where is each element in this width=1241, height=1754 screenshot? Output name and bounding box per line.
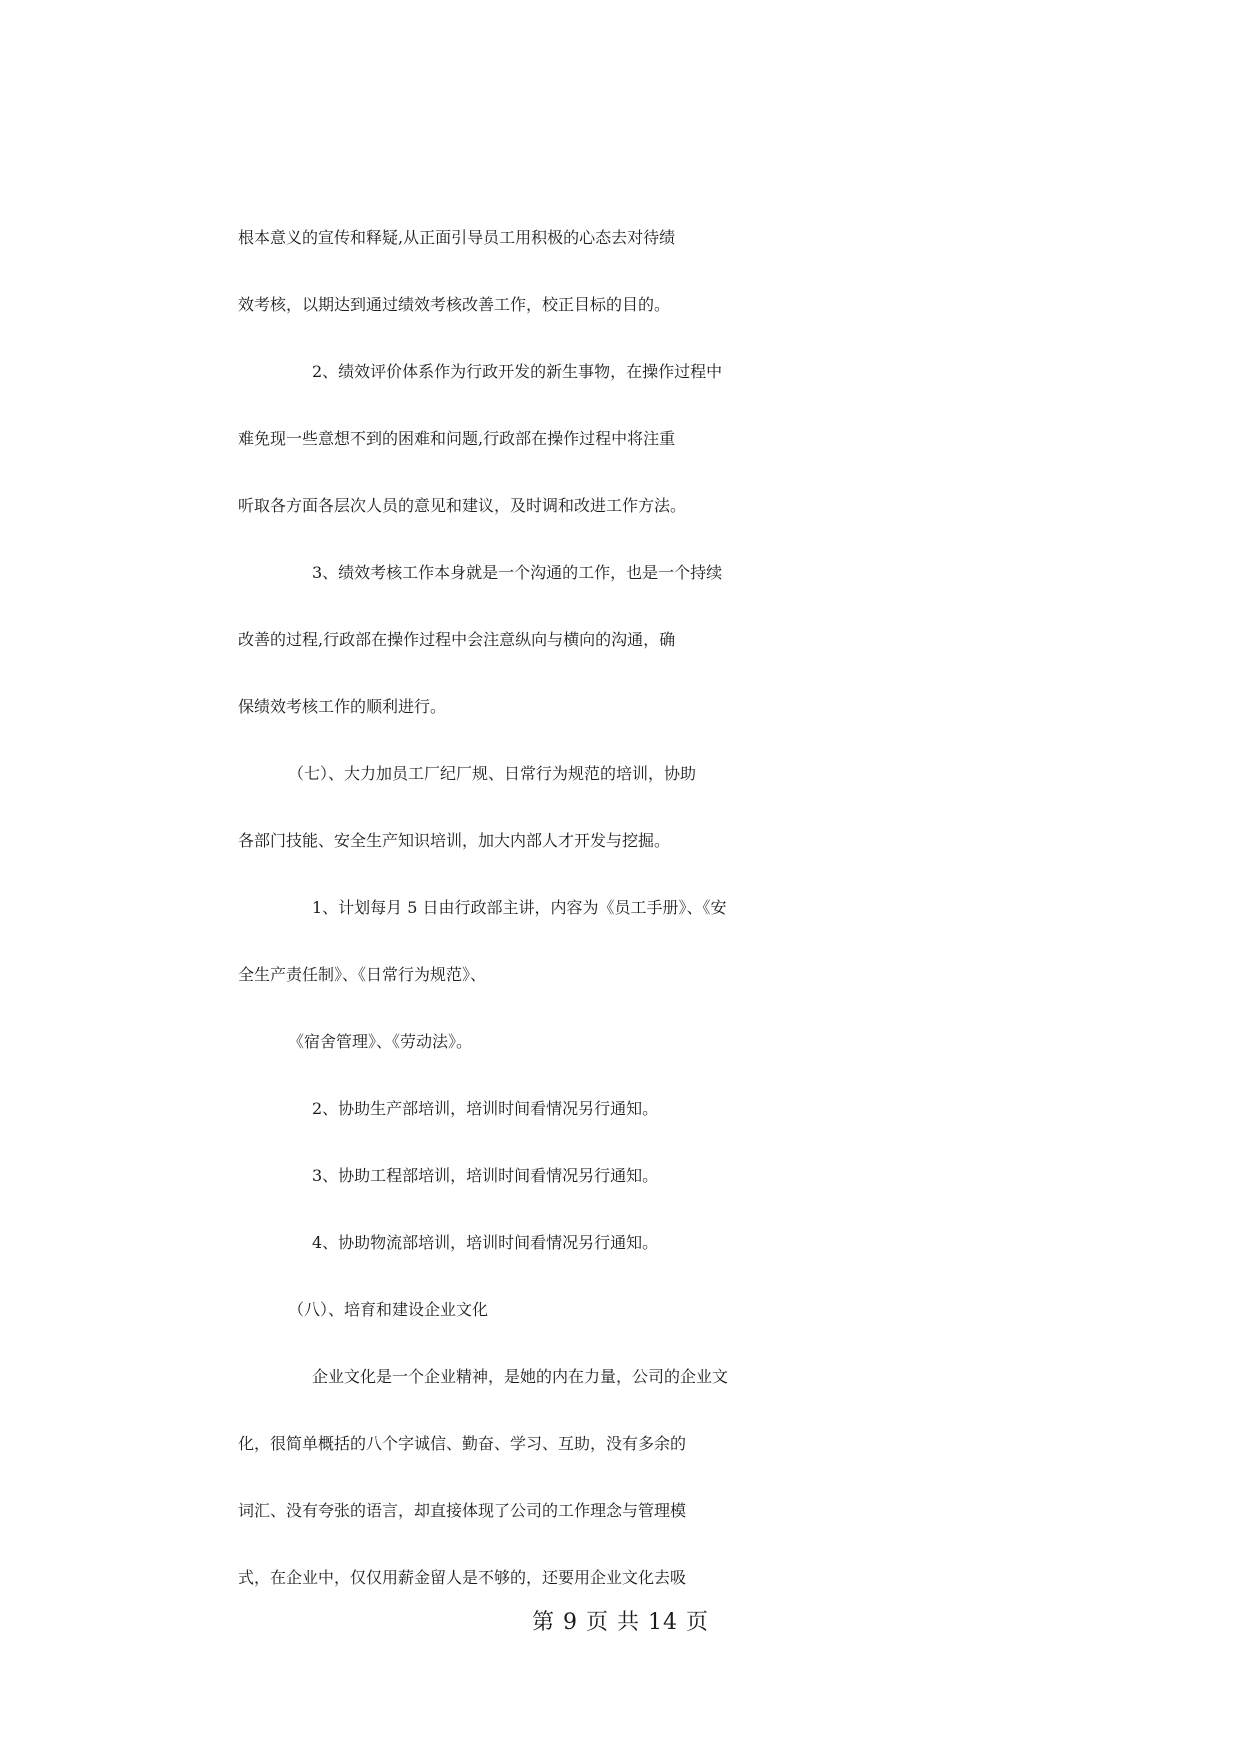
text-line: 根本意义的宣传和释疑,从正面引导员工用积极的心态去对待绩: [238, 228, 676, 247]
text-line: （七）、大力加员工厂纪厂规、日常行为规范的培训，协助: [288, 764, 697, 783]
text-line: 2、协助生产部培训，培训时间看情况另行通知。: [312, 1099, 659, 1118]
text-line: 全生产责任制》、《日常行为规范》、: [238, 965, 487, 984]
text-line: 企业文化是一个企业精神，是她的内在力量，公司的企业文: [312, 1367, 729, 1386]
text-line: 词汇、没有夸张的语言，却直接体现了公司的工作理念与管理模: [238, 1501, 687, 1520]
text-line: 2、绩效评价体系作为行政开发的新生事物，在操作过程中: [312, 362, 723, 381]
text-line: 3、绩效考核工作本身就是一个沟通的工作，也是一个持续: [312, 563, 723, 582]
text-line: 改善的过程,行政部在操作过程中会注意纵向与横向的沟通，确: [238, 630, 676, 649]
text-line: 听取各方面各层次人员的意见和建议，及时调和改进工作方法。: [238, 496, 687, 515]
body-text: [238, 225, 1080, 1632]
page-number-footer: 第 9 页 共 14 页: [532, 1610, 709, 1635]
text-line: 各部门技能、安全生产知识培训，加大内部人才开发与挖掘。: [238, 831, 671, 850]
text-line: 《宿舍管理》、《劳动法》。: [288, 1032, 473, 1051]
text-line: 化，很简单概括的八个字诚信、勤奋、学习、互助，没有多余的: [238, 1434, 687, 1453]
text-line: 1、计划每月 5 日由行政部主讲，内容为《员工手册》、《安: [312, 898, 727, 917]
text-line: 难免现一些意想不到的困难和问题,行政部在操作过程中将注重: [238, 429, 676, 448]
text-line: 效考核，以期达到通过绩效考核改善工作，校正目标的目的。: [238, 295, 671, 314]
text-line: 保绩效考核工作的顺利进行。: [238, 697, 447, 716]
section-heading: （八）、培育和建设企业文化: [288, 1300, 489, 1319]
text-line: 4、协助物流部培训，培训时间看情况另行通知。: [312, 1233, 659, 1252]
text-line: 式，在企业中，仅仅用薪金留人是不够的，还要用企业文化去吸: [238, 1568, 687, 1587]
text-line: 3、协助工程部培训，培训时间看情况另行通知。: [312, 1166, 659, 1185]
